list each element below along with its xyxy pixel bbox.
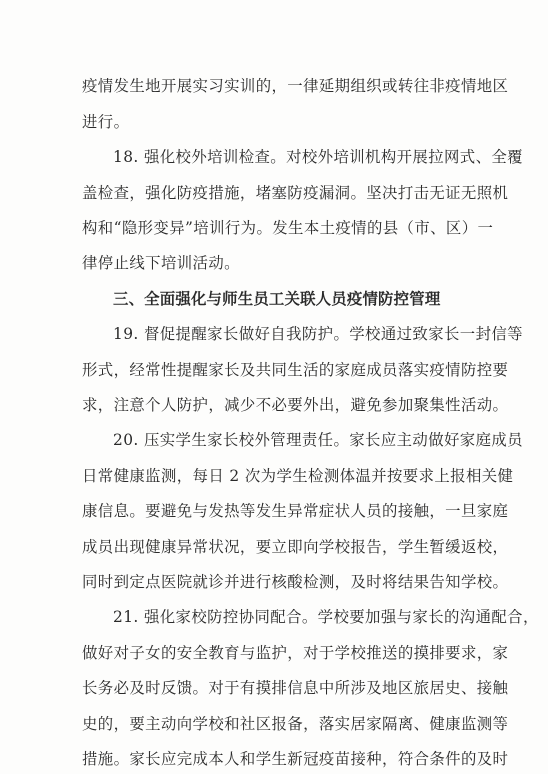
text-line: 疫情发生地开展实习实训的，一律延期组织或转往非疫情地区: [82, 77, 509, 96]
section-heading: 三、全面强化与师生员工关联人员疫情防控管理: [113, 289, 441, 308]
text-line: 19. 督促提醒家长做好自我防护。学校通过致家长一封信等: [113, 325, 523, 344]
text-line: 求，注意个人防护，减少不必要外出，避免参加聚集性活动。: [82, 396, 509, 414]
text-line: 日常健康监测，每日 2 次为学生检测体温并按要求上报相关健: [82, 466, 514, 485]
text-line: 18. 强化校外培训检查。对校外培训机构开展拉网式、全覆: [113, 148, 523, 167]
text-line: 进行。: [82, 112, 130, 131]
text-line: 史的，要主动向学校和社区报备，落实居家隔离、健康监测等: [82, 714, 509, 733]
text-line: 成员出现健康异常状况，要立即向学校报告，学生暂缓返校，: [82, 537, 509, 556]
text-line: 构和“隐形变异”培训行为。发生本土疫情的县（市、区）一: [82, 219, 494, 237]
text-line: 律停止线下培训活动。: [82, 254, 240, 273]
text-line: 形式，经常性提醒家长及共同生活的家庭成员落实疫情防控要: [82, 360, 509, 379]
text-line: 措施。家长应完成本人和学生新冠疫苗接种，符合条件的及时: [82, 750, 509, 768]
text-line: 盖检查，强化防疫措施，堵塞防疫漏洞。坚决打击无证无照机: [82, 183, 509, 202]
text-line: 康信息。要避免与发热等发生异常症状人员的接触，一旦家庭: [82, 502, 509, 521]
text-line: 同时到定点医院就诊并进行核酸检测，及时将结果告知学校。: [82, 573, 509, 591]
text-line: 做好对子女的安全教育与监护，对于学校推送的摸排要求，家: [82, 643, 509, 662]
text-line: 长务必及时反馈。对于有摸排信息中所涉及地区旅居史、接触: [82, 679, 509, 698]
text-line: 21. 强化家校防控协同配合。学校要加强与家长的沟通配合，: [113, 608, 539, 627]
text-line: 20. 压实学生家长校外管理责任。家长应主动做好家庭成员: [113, 431, 523, 450]
